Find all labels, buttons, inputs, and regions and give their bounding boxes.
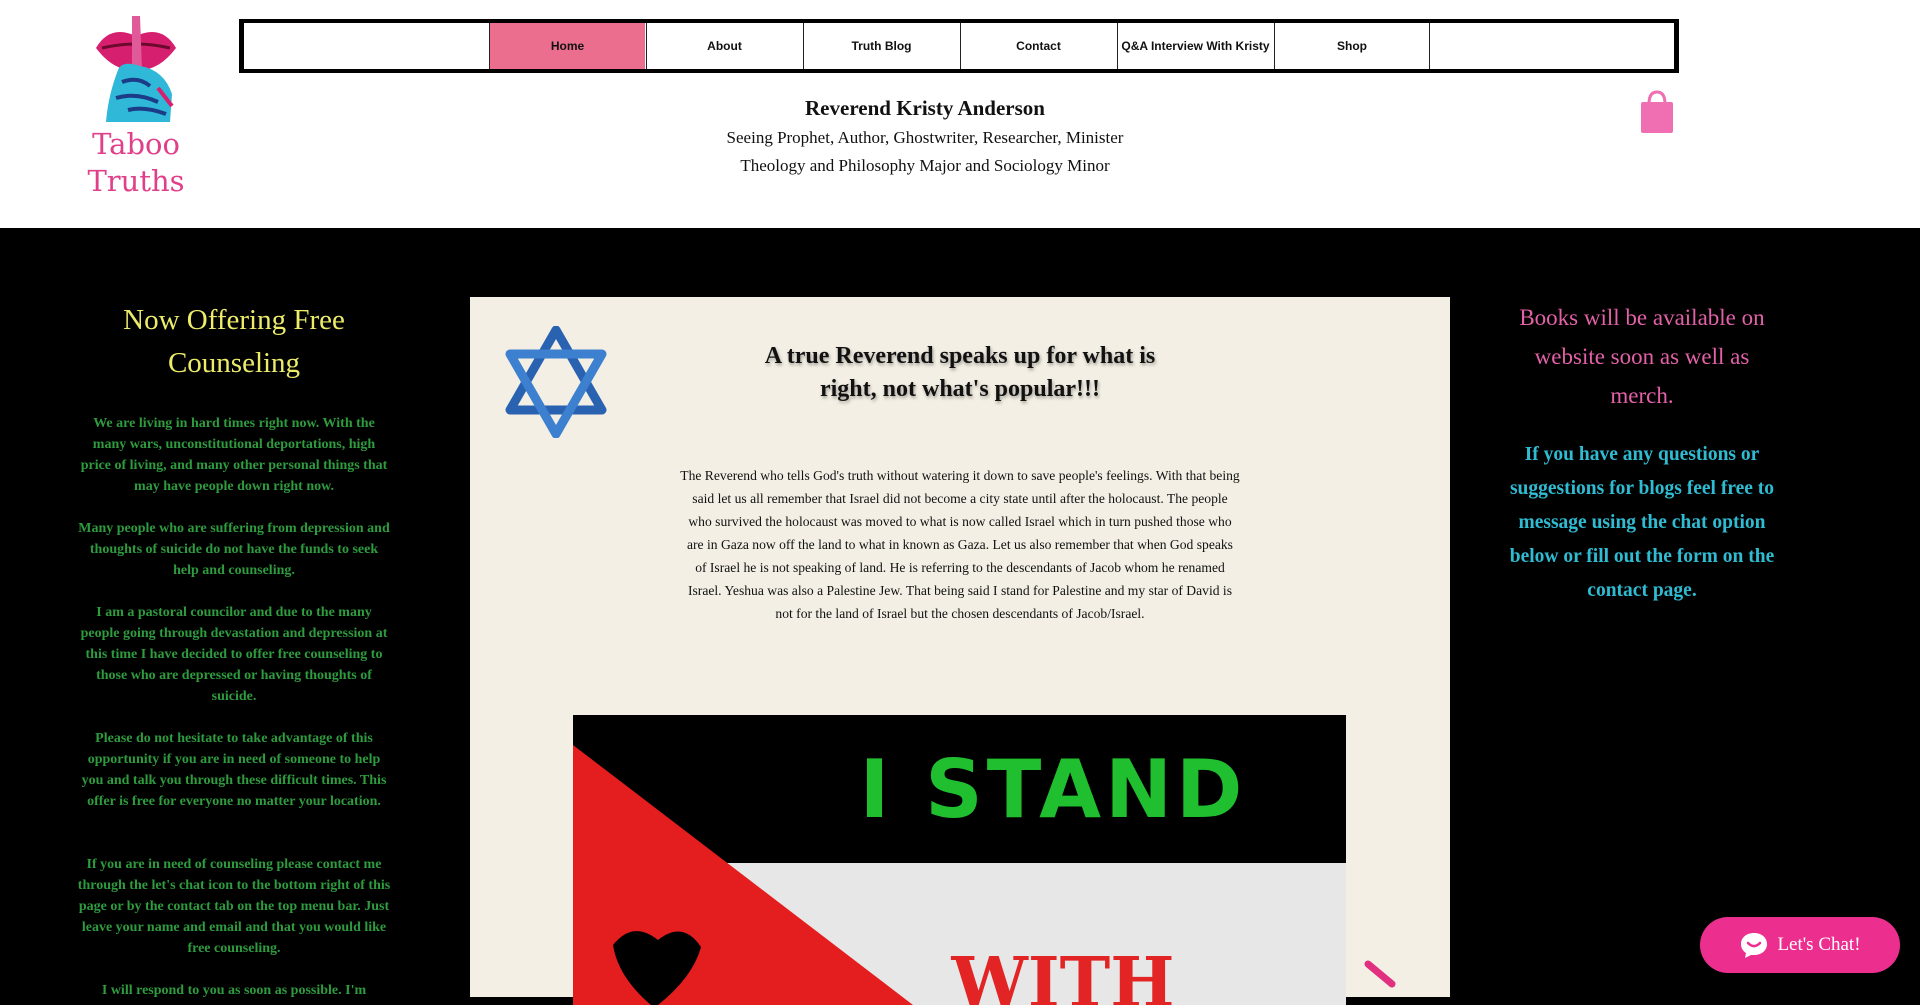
author-subtitle: Seeing Prophet, Author, Ghostwriter, Researcher, Minister [726,128,1124,147]
counseling-heading: Now Offering Free Counseling [123,304,345,379]
chat-bubble-icon [1739,930,1769,960]
counseling-paragraph-5: If you are in need of counseling please contact me through the let's chat icon to the bottom right of this page or by the contact tab on the top menu bar. Just leave your name and email and that you would like free counseling. [77,857,391,956]
i-stand-with-palestine-image[interactable] [573,715,1346,1005]
counseling-paragraph-3: I am a pastoral councilor and due to the many people going through devastation and depression at this time I have decided to offer free counseling to those who are depressed or having thoughts of suicide. [80,605,388,704]
chevron-right-icon[interactable] [1364,958,1400,998]
author-name: Reverend Kristy Anderson [805,96,1045,120]
brand-line-2: Truths [87,164,185,198]
author-degree: Theology and Philosophy Major and Sociology Minor [740,156,1110,175]
brand-line-1: Taboo [92,127,180,161]
main-nav [244,23,1674,69]
books-notice: Books will be available on website soon as well as merch. [1519,305,1765,408]
questions-notice: If you have any questions or suggestions for blogs feel free to message using the chat option below or fill out the form on the contact page. [1509,444,1775,601]
brand-name[interactable] [76,126,196,200]
post-title: A true Reverend speaks up for what is right, not what's popular!!! [764,343,1156,402]
star-of-david-icon [505,326,607,438]
counseling-paragraph-1: We are living in hard times right now. With the many wars, unconstitutional deportations, high price of living, and many other personal things that may have people down right now. [80,416,388,494]
nav-truth-blog[interactable]: Truth Blog [803,23,959,69]
image-text-i-stand: I STAND [859,743,1247,836]
nav-shop[interactable]: Shop [1274,23,1430,69]
nav-about[interactable]: About [646,23,802,69]
nav-home[interactable]: Home [489,23,645,69]
lets-chat-button[interactable] [1700,917,1900,973]
chat-label: Let's Chat! [1777,934,1861,955]
counseling-paragraph-4: Please do not hesitate to take advantage of this opportunity if you are in need of someone to help you and talk you through these difficult times. This offer is free for everyone no matter your location. [81,731,387,809]
image-text-with: WITH [951,943,1175,1005]
post-body: The Reverend who tells God's truth without watering it down to save people's feelings. With that being said let us all remember that Israel did not become a city state until after the holocaust. The people who survived the holocaust was moved to what is now called Israel which in turn pushed those who are in Gaza now off the land to what in known as Gaza. Let us also remember that when God speaks of Israel he is not speaking of land. He is referring to the descendants of Jacob whom he renamed Israel. Yeshua was also a Palestine Jew. That being said I stand for Palestine and my star of David is not for the land of Israel but the chosen descendants of Jacob/Israel. [680,468,1240,621]
nav-qa-interview[interactable]: Q&A Interview With Kristy [1117,23,1273,69]
counseling-paragraph-6: I will respond to you as soon as possible. I'm [101,983,367,998]
counseling-paragraph-2: Many people who are suffering from depression and thoughts of suicide do not have the funds to seek help and counseling. [78,521,390,578]
hush-lips-logo[interactable] [88,10,184,122]
nav-contact[interactable]: Contact [960,23,1116,69]
shopping-bag-icon[interactable] [1640,90,1674,134]
